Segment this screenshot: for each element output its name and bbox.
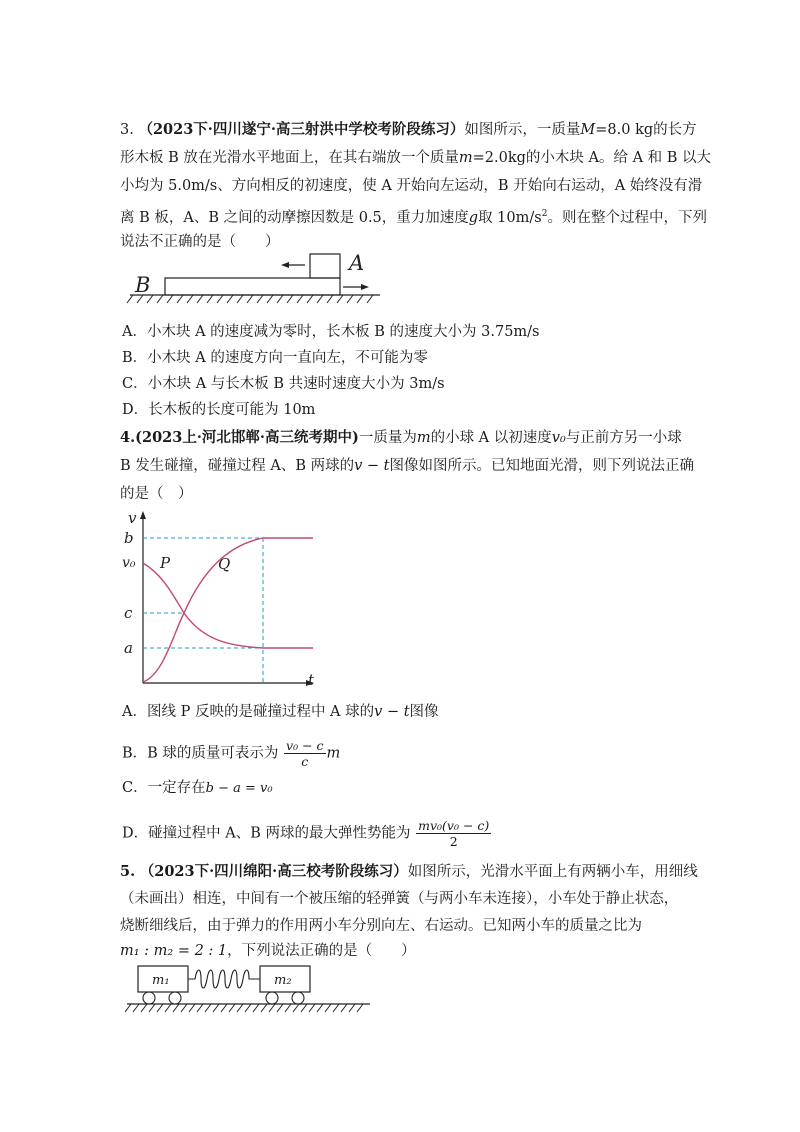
q4-text-1b: 的小球 A 以初速度 bbox=[430, 430, 552, 446]
q4-opt-d-text: D．碰撞过程中 A、B 两球的最大弹性势能为 bbox=[122, 825, 411, 842]
wheel bbox=[292, 992, 304, 1004]
tick-v0: v₀ bbox=[122, 555, 136, 571]
q5-figure bbox=[125, 963, 375, 1013]
q4-opt-b-num: v₀ − c bbox=[286, 738, 324, 753]
q4-text-1c: 与正前方另一小球 bbox=[565, 430, 682, 446]
q4-line-2 bbox=[120, 456, 694, 476]
q4-opt-b-fraction bbox=[284, 738, 326, 769]
q4-opt-c-text: C．一定存在 bbox=[122, 780, 206, 796]
spring bbox=[188, 970, 260, 988]
q3-text-4a: 离 B 板，A、B 之间的动摩擦因数是 0.5，重力加速度 bbox=[120, 209, 469, 226]
q3-option-a[interactable]: A．小木块 A 的速度减为零时，长木板 B 的速度大小为 3.75m/s bbox=[122, 324, 540, 340]
q5-line-1 bbox=[120, 862, 698, 882]
q3-text-4b: 取 10m/s bbox=[478, 209, 542, 226]
q3-text-4c: 。则在整个过程中，下列 bbox=[547, 209, 707, 226]
q3-text-1b: =8.0 kg bbox=[595, 122, 654, 138]
q5-line-4 bbox=[120, 941, 416, 961]
q3-line-1 bbox=[120, 120, 697, 140]
q5-text-1: 如图所示，光滑水平面上有两辆小车，用细线 bbox=[407, 864, 698, 880]
q3-text-1c: 的长方 bbox=[653, 122, 697, 138]
q4-opt-a-vt: v − t bbox=[374, 704, 410, 720]
v-axis-arrow bbox=[140, 511, 146, 519]
label-q: Q bbox=[218, 555, 231, 573]
q4-text-1a: 一质量为 bbox=[358, 430, 417, 446]
arrow-left-head bbox=[281, 262, 289, 268]
q4-opt-b-den: c bbox=[301, 754, 309, 769]
q4-opt-b-text: B．B 球的质量可表示为 bbox=[122, 745, 279, 762]
ground-hatch bbox=[127, 295, 373, 303]
wheel bbox=[143, 992, 155, 1004]
q4-var-v0: v₀ bbox=[551, 430, 566, 446]
q5-line-2: （未画出）相连，中间有一个被压缩的轻弹簧（与两小车未连接），小车处于静止状态， bbox=[120, 891, 679, 907]
block-a bbox=[310, 254, 340, 278]
q3-var-g: g bbox=[468, 209, 479, 226]
wheel bbox=[266, 992, 278, 1004]
q4-vt-graph bbox=[118, 505, 328, 695]
q5-text-4: ，下列说法正确的是（ ） bbox=[227, 943, 416, 959]
q3-option-b[interactable]: B．小木块 A 的速度方向一直向左，不可能为零 bbox=[122, 350, 428, 366]
q4-var-vt: v − t bbox=[354, 458, 390, 474]
q4-opt-a-text: A．图线 P 反映的是碰撞过程中 A 球的 bbox=[122, 704, 375, 720]
q5-ratio: m₁ : m₂ = 2 : 1 bbox=[120, 943, 228, 959]
label-a: A bbox=[349, 251, 365, 275]
label-b: B bbox=[135, 273, 151, 297]
q3-line-2 bbox=[120, 148, 711, 168]
q5-line-3: 烧断细线后，由于弹力的作用两小车分别向左、右运动。已知两小车的质量之比为 bbox=[120, 918, 642, 934]
q4-line-1 bbox=[120, 428, 682, 448]
q3-var-m: m bbox=[458, 150, 473, 166]
board-b bbox=[165, 278, 340, 295]
q4-opt-d-den: 2 bbox=[449, 834, 458, 849]
label-p: P bbox=[160, 554, 171, 572]
q3-option-c[interactable]: C．小木块 A 与长木板 B 共速时速度大小为 3m/s bbox=[122, 376, 445, 392]
wheel bbox=[169, 992, 181, 1004]
cart-1-label: m₁ bbox=[152, 973, 170, 988]
tick-c: c bbox=[124, 604, 133, 622]
axis-label-t: t bbox=[308, 671, 315, 689]
q4-option-b[interactable] bbox=[122, 738, 340, 769]
q4-var-m: m bbox=[416, 430, 431, 446]
q3-source: （2023下·四川遂宁·高三射洪中学校考阶段练习） bbox=[138, 121, 465, 138]
q4-opt-c-eq: b − a = v₀ bbox=[205, 781, 273, 796]
q3-line-4 bbox=[120, 204, 707, 228]
q5-source: （2023下·四川绵阳·高三校考阶段练习） bbox=[139, 863, 408, 880]
q4-text-2a: B 发生碰撞，碰撞过程 A、B 两球的 bbox=[120, 458, 355, 474]
q4-option-a[interactable] bbox=[122, 702, 439, 722]
q4-opt-d-fraction bbox=[416, 818, 491, 849]
q3-sup: 2 bbox=[541, 209, 548, 219]
tick-a: a bbox=[124, 639, 133, 657]
cart-2-label: m₂ bbox=[274, 973, 292, 988]
q3-option-d[interactable]: D．长木板的长度可能为 10m bbox=[122, 402, 316, 418]
q4-text-2b: 图像如图所示。已知地面光滑，则下列说法正确 bbox=[389, 458, 694, 474]
q3-text-2b: =2.0kg bbox=[472, 150, 526, 166]
q4-source: (2023上·河北邯郸·高三统考期中) bbox=[135, 429, 359, 446]
curve-p bbox=[143, 563, 313, 648]
q3-number: 3. bbox=[120, 122, 134, 138]
q3-text-2a: 形木板 B 放在光滑水平地面上，在其右端放一个质量 bbox=[120, 150, 459, 166]
q5-number: 5. bbox=[120, 863, 136, 880]
q3-text-1a: 如图所示，一质量 bbox=[464, 122, 581, 138]
q4-number: 4. bbox=[120, 429, 136, 446]
q4-line-3: 的是（ ） bbox=[120, 486, 193, 502]
ground-hatch bbox=[125, 1004, 363, 1012]
arrow-right-head bbox=[361, 284, 369, 290]
axis-label-v: v bbox=[128, 509, 137, 527]
q3-figure bbox=[125, 250, 390, 310]
q4-option-d[interactable] bbox=[122, 818, 492, 849]
q4-opt-a-tail: 图像 bbox=[409, 704, 439, 720]
q4-opt-d-num: mv₀(v₀ − c) bbox=[418, 818, 490, 833]
q3-line-3: 小均为 5.0m/s、方向相反的初速度，使 A 开始向左运动，B 开始向右运动，A 始终没有滑 bbox=[120, 178, 703, 194]
q4-opt-b-m: m bbox=[326, 745, 341, 762]
q4-option-c[interactable] bbox=[122, 778, 273, 799]
q3-var-M: M bbox=[580, 122, 596, 138]
q3-line-5: 说法不正确的是（ ） bbox=[120, 234, 280, 250]
tick-b: b bbox=[124, 529, 134, 547]
q3-text-2c: 的小木块 A。给 A 和 B 以大 bbox=[525, 150, 712, 166]
